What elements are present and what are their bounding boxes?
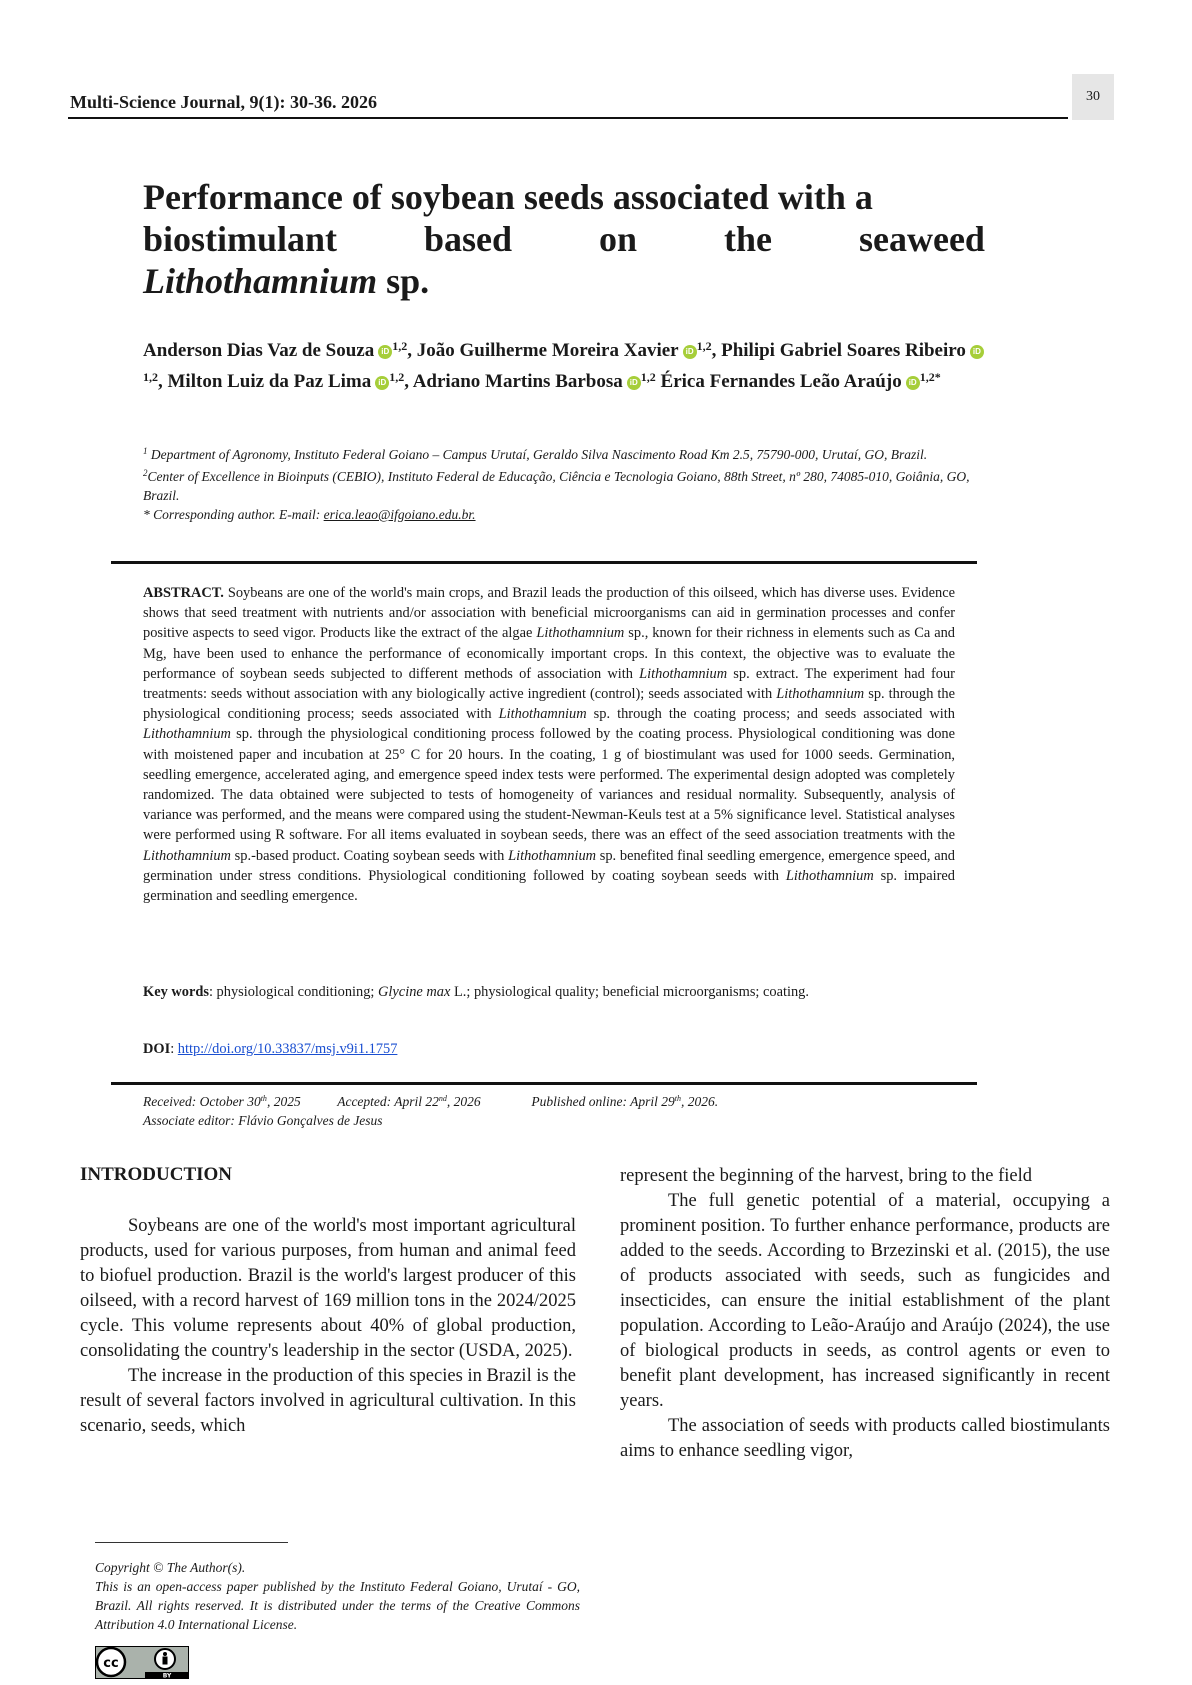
author-separator: , — [711, 340, 722, 361]
published-sup: th — [674, 1094, 682, 1103]
associate-editor: Associate editor: Flávio Gonçalves de Jesus — [143, 1113, 383, 1128]
paragraph: represent the beginning of the harvest, bring to the field — [620, 1166, 1033, 1186]
author-name: João Guilherme Moreira Xavier — [416, 340, 679, 361]
footnote-rule — [95, 1542, 288, 1543]
received-end: , 2025 — [266, 1094, 301, 1109]
abstract-text: sp., known for their richness in elements such as Ca and Mg, have been used to enhance the performance of economically important crops. In this context, the objective was to evaluate the performance of soybean seeds subjected to different methods of association with — [143, 625, 955, 682]
author-name: Adriano Martins Barbosa — [412, 371, 623, 392]
orcid-icon[interactable]: iD — [375, 376, 389, 390]
cc-text: cc — [103, 1656, 119, 1671]
author-separator: , — [407, 340, 417, 361]
received-sup: th — [260, 1094, 267, 1103]
abstract-text: Soybeans are one of the world's main crops, and Brazil leads the production of this oilseed, which has diverse uses. Evidence shows that seed treatment with nutrients and/or association with beneficial microorganisms can aid in germination processes and confer positive aspects to seed vigor. Products like the extract of the algae — [143, 585, 955, 642]
author-affiliation-marker: 1,2 — [389, 370, 405, 384]
affiliations — [143, 442, 985, 524]
abstract-text: sp. through the coating process; and seeds associated with — [586, 706, 955, 723]
abstract-bottom-rule — [111, 1082, 977, 1085]
abstract-text: sp. extract. The experiment had four treatments: seeds without association with any biologically active ingredient (control); seeds associated with — [143, 665, 955, 703]
title-line-3 — [143, 260, 985, 302]
keywords — [143, 982, 955, 1002]
abstract-italic: Lithothamnium — [536, 625, 625, 642]
abstract-italic: Lithothamnium — [508, 847, 597, 864]
doi-link[interactable]: http://doi.org/10.33837/msj.v9i1.1757 — [177, 1041, 398, 1057]
page-number: 30 — [1072, 74, 1114, 120]
affiliation-text: Center of Excellence in Bioinputs (CEBIO), Instituto Federal de Educação, Ciência e Tecnologia Goiano, 88th Street, nº 280, 74085-010, Goiânia, GO, Brazil. — [143, 469, 970, 503]
affiliation-text: Department of Agronomy, Instituto Federal Goiano – Campus Urutaí, Geraldo Silva Nascimento Road Km 2.5, 75790-000, Urutaí, GO, Brazil. — [150, 447, 928, 462]
abstract-text: sp. benefited final seedling emergence, emergence speed, and germination under stress conditions. Physiological conditioning followed by coating soybean seeds with — [143, 847, 955, 884]
paragraph: The full genetic potential of a material, occupying a prominent position. To further enhance performance, products are added to the seeds. According to Brzezinski et al. (2015), the use of products associated with seeds, such as fungicides and insecticides, can ensure the initial establishment of the plant population. According to Leão-Araújo and Araújo (2024), the use of biological products in seeds, as control agents or even to benefit plant development, has increased significantly in recent years. — [620, 1191, 1110, 1411]
by-text: BY — [162, 1672, 172, 1679]
author-affiliation-marker: 1,2* — [919, 370, 941, 384]
keywords-text: : physiological conditioning; — [208, 984, 379, 1000]
doi — [143, 1041, 397, 1058]
abstract-text: sp.-based product. Coating soybean seeds with — [230, 847, 509, 864]
title-word: on — [599, 219, 638, 259]
orcid-icon[interactable]: iD — [627, 376, 641, 390]
author — [413, 371, 661, 392]
author-affiliation-marker: 1,2 — [696, 339, 712, 353]
paper-title — [143, 176, 985, 302]
author-name: Philipi Gabriel Soares Ribeiro — [721, 340, 966, 361]
author-list — [143, 333, 985, 395]
keywords-label: Key words — [143, 984, 209, 1000]
corresponding-email-link[interactable]: erica.leao@ifgoiano.edu.br. — [323, 507, 476, 522]
orcid-icon[interactable]: iD — [906, 376, 920, 390]
author-separator: , — [404, 371, 413, 392]
cc-by-license-badge[interactable] — [95, 1646, 189, 1684]
dates-line — [143, 1089, 718, 1111]
paragraph: The increase in the production of this species in Brazil is the result of several factors involved in agricultural cultivation. In this scenario, seeds, which — [80, 1366, 576, 1436]
title-word: the — [724, 219, 773, 259]
header-rule — [68, 117, 1068, 119]
author-affiliation-marker: 1,2 — [392, 339, 408, 353]
abstract-italic: Lithothamnium — [498, 706, 587, 723]
title-genus: Lithothamnium — [143, 261, 378, 301]
published-end: , 2026. — [681, 1094, 719, 1109]
affiliation-1 — [143, 442, 985, 464]
accepted-text: Accepted: April 22 — [337, 1094, 439, 1109]
abstract-text: sp. through the physiological conditioning process; seeds associated with — [143, 686, 955, 723]
title-word: seaweed — [858, 219, 985, 259]
title-word: biostimulant — [143, 219, 338, 259]
abstract-italic: Lithothamnium — [639, 665, 728, 682]
keywords-italic: Glycine max — [378, 984, 451, 1000]
keywords-text: L.; physiological quality; beneficial microorganisms; coating. — [450, 984, 809, 1000]
abstract — [143, 583, 955, 906]
abstract-italic: Lithothamnium — [776, 686, 865, 703]
author-affiliation-marker: 1,2 — [143, 370, 158, 384]
paragraph: Soybeans are one of the world's most important agricultural products, used for various purposes, from human and animal feed to biofuel production. Brazil is the world's largest producer of this oilseed, with a record harvest of 169 million tons in the 2024/2025 cycle. This volume represents about 40% of global production, consolidating the country's leadership in the sector (USDA, 2025). — [80, 1216, 576, 1361]
accepted-end: , 2026 — [446, 1094, 481, 1109]
abstract-italic: Lithothamnium — [143, 726, 231, 743]
license-text: This is an open-access paper published by the Instituto Federal Goiano, Urutaí - GO, Brazil. All rights reserved. It is distributed under the terms of the Creative Commons Attribution 4.0 International License. — [95, 1579, 580, 1632]
orcid-icon[interactable]: iD — [378, 345, 392, 359]
affiliation-2 — [143, 464, 985, 505]
author — [417, 340, 721, 361]
copyright-notice — [95, 1558, 580, 1634]
abstract-text: sp. through the physiological conditioning process followed by the coating process. Physiological conditioning was done with moistened paper and incubation at 25° C for 20 hours. In the coating, 1 g of biostimulant was used for 1000 seeds. Germination, seedling emergence, accelerated aging, and emergence speed index tests were performed. The experimental design adopted was completely randomized. The data obtained were subjected to tests of homogeneity of variances and residual normality. Subsequently, analysis of variance was performed, and the means were compared using the student-Newman-Keuls test at a 5% significance level. Statistical analyses were performed using R software. For all items evaluated in soybean seeds, there was an effect of the seed association treatments with the — [143, 726, 955, 844]
title-species-suffix: sp. — [377, 261, 430, 301]
title-line-2 — [143, 218, 985, 260]
orcid-icon[interactable]: iD — [683, 345, 697, 359]
author-name: Anderson Dias Vaz de Souza — [143, 340, 375, 361]
author-name: Milton Luiz da Paz Lima — [167, 371, 372, 392]
author — [168, 371, 413, 392]
doi-label: DOI — [143, 1041, 171, 1057]
author-name: Érica Fernandes Leão Araújo — [660, 371, 902, 392]
body-column-right — [620, 1164, 1110, 1464]
cc-by-icon — [95, 1646, 189, 1679]
copyright-line: Copyright © The Author(s). — [95, 1560, 246, 1575]
received-date — [143, 1094, 301, 1109]
abstract-text: sp. impaired germination and seedling emergence. — [143, 867, 955, 905]
accepted-sup: nd — [438, 1094, 447, 1103]
doi-separator: : — [170, 1041, 178, 1057]
abstract-label: ABSTRACT. — [143, 585, 224, 601]
accepted-date — [337, 1094, 480, 1109]
affiliation-number: 2 — [143, 468, 148, 478]
published-date — [531, 1094, 718, 1109]
introduction-heading: INTRODUCTION — [80, 1164, 233, 1185]
paragraph: The association of seeds with products called biostimulants aims to enhance seedling vigor, — [620, 1416, 1110, 1461]
abstract-top-rule — [111, 561, 977, 564]
corresponding-author — [143, 505, 985, 524]
body-column-left — [80, 1214, 576, 1439]
author — [661, 371, 941, 392]
author-separator: , — [158, 371, 168, 392]
affiliation-number: 1 — [143, 446, 148, 456]
title-line-1: Performance of soybean seeds associated with a — [143, 177, 873, 217]
title-word: based — [424, 219, 513, 259]
abstract-italic: Lithothamnium — [143, 847, 231, 864]
author-affiliation-marker: 1,2 — [640, 370, 656, 384]
corresponding-label: * Corresponding author. E-mail: — [143, 507, 324, 522]
journal-citation: Multi-Science Journal, 9(1): 30-36. 2026 — [70, 92, 377, 112]
article-dates — [143, 1089, 718, 1130]
orcid-icon[interactable]: iD — [970, 345, 984, 359]
author — [143, 340, 417, 361]
received-text: Received: October 30 — [143, 1094, 261, 1109]
abstract-italic: Lithothamnium — [785, 867, 874, 884]
published-text: Published online: April 29 — [531, 1094, 675, 1109]
